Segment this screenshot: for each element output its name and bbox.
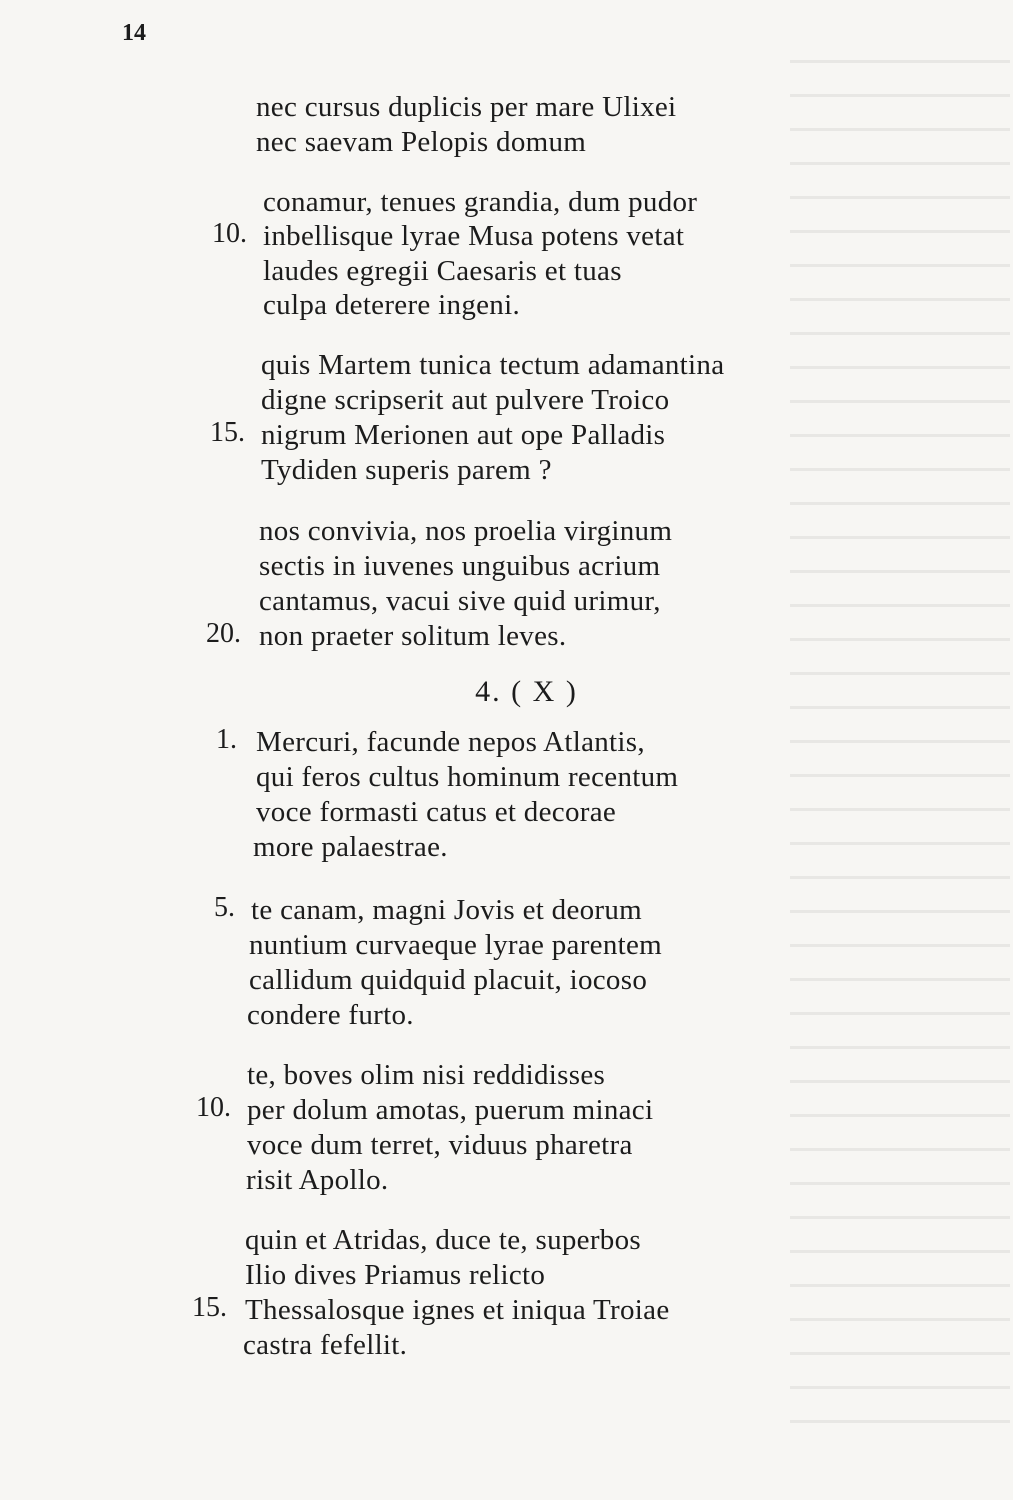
line-number: 5. xyxy=(214,892,235,923)
line-number: 15. xyxy=(210,417,245,448)
verse-line: conamur, tenues grandia, dum pudor xyxy=(263,186,698,218)
verse-line: callidum quidquid placuit, iocoso xyxy=(249,964,648,996)
verse-line: castra fefellit. xyxy=(243,1329,408,1361)
poem-heading: 4. ( X ) xyxy=(475,675,578,708)
verse-line: inbellisque lyrae Musa potens vetat xyxy=(263,220,685,252)
verse-line: Mercuri, facunde nepos Atlantis, xyxy=(256,726,645,758)
line-number: 15. xyxy=(192,1292,227,1323)
verse-line: nec saevam Pelopis domum xyxy=(256,126,587,158)
bleed-through-shadow xyxy=(790,60,1010,1440)
verse-line: Ilio dives Priamus relicto xyxy=(245,1259,546,1291)
line-number: 10. xyxy=(212,218,247,249)
line-number: 10. xyxy=(196,1092,231,1123)
verse-line: Thessalosque ignes et iniqua Troiae xyxy=(245,1294,670,1326)
verse-line: digne scripserit aut pulvere Troico xyxy=(261,384,670,416)
verse-line: more palaestrae. xyxy=(253,831,448,863)
verse-line: nos convivia, nos proelia virginum xyxy=(259,515,673,547)
verse-line: quis Martem tunica tectum adamantina xyxy=(261,349,725,381)
verse-line: non praeter solitum leves. xyxy=(259,620,567,652)
verse-line: quin et Atridas, duce te, superbos xyxy=(245,1224,641,1256)
verse-line: condere furto. xyxy=(247,999,414,1031)
verse-line: per dolum amotas, puerum minaci xyxy=(247,1094,654,1126)
verse-line: nigrum Merionen aut ope Palladis xyxy=(261,419,666,451)
verse-line: voce dum terret, viduus pharetra xyxy=(247,1129,633,1161)
verse-line: nuntium curvaeque lyrae parentem xyxy=(249,929,663,961)
verse-line: laudes egregii Caesaris et tuas xyxy=(263,255,622,287)
verse-line: risit Apollo. xyxy=(246,1164,389,1196)
verse-line: te, boves olim nisi reddidisses xyxy=(247,1059,606,1091)
verse-line: nec cursus duplicis per mare Ulixei xyxy=(256,91,677,123)
verse-line: culpa deterere ingeni. xyxy=(263,289,520,321)
verse-line: sectis in iuvenes unguibus acrium xyxy=(259,550,661,582)
line-number: 20. xyxy=(206,618,241,649)
verse-line: cantamus, vacui sive quid urimur, xyxy=(259,585,661,617)
verse-line: te canam, magni Jovis et deorum xyxy=(251,894,643,926)
verse-line: voce formasti catus et decorae xyxy=(256,796,617,828)
line-number: 1. xyxy=(216,724,237,755)
verse-line: Tydiden superis parem ? xyxy=(261,454,552,486)
verse-line: qui feros cultus hominum recentum xyxy=(256,761,679,793)
page-number: 14 xyxy=(122,20,146,46)
